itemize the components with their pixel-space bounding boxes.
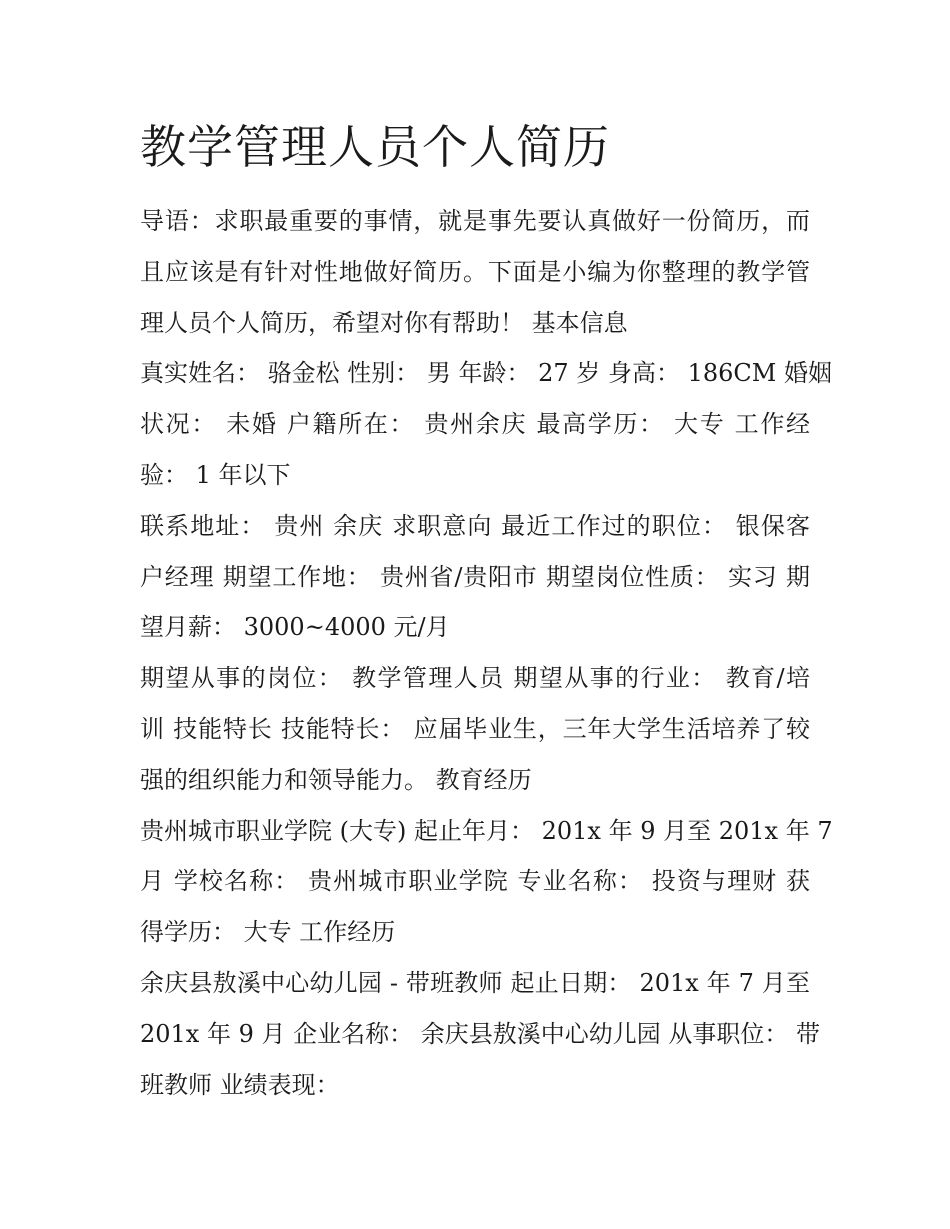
text-line: 户经理 期望工作地： 贵州省/贵阳市 期望岗位性质： 实习 期: [140, 562, 810, 591]
document-body: [140, 196, 833, 1110]
text-line: 强的组织能力和领导能力。 教育经历: [140, 765, 532, 794]
text-line: 期望从事的岗位： 教学管理人员 期望从事的行业： 教育/培: [140, 664, 810, 693]
text-line: 望月薪： 3000~4000 元/月: [140, 613, 450, 642]
text-line: 真实姓名： 骆金松 性别： 男 年龄： 27 岁 身高： 186CM 婚姻: [140, 359, 832, 388]
text-line: 贵州城市职业学院 (大专) 起止年月： 201x 年 9 月至 201x 年 7: [140, 816, 833, 845]
text-line: 201x 年 9 月 企业名称： 余庆县敖溪中心幼儿园 从事职位： 带: [140, 1019, 821, 1048]
text-line: 状况： 未婚 户籍所在： 贵州余庆 最高学历： 大专 工作经: [140, 410, 810, 439]
document-title: 教学管理人员个人简历: [140, 120, 610, 174]
text-line: 训 技能特长 技能特长： 应届毕业生，三年大学生活培养了较: [140, 714, 810, 743]
text-line: 班教师 业绩表现：: [140, 1070, 340, 1099]
text-line: 月 学校名称： 贵州城市职业学院 专业名称： 投资与理财 获: [140, 867, 810, 896]
text-line: 理人员个人简历，希望对你有帮助！ 基本信息: [140, 308, 628, 337]
text-line: 余庆县敖溪中心幼儿园 - 带班教师 起止日期： 201x 年 7 月至: [140, 968, 810, 997]
text-line: 验： 1 年以下: [140, 460, 291, 489]
text-line: 得学历： 大专 工作经历: [140, 918, 396, 947]
text-line: 导语：求职最重要的事情，就是事先要认真做好一份简历，而: [140, 207, 810, 235]
text-line: 联系地址： 贵州 余庆 求职意向 最近工作过的职位： 银保客: [140, 511, 810, 540]
text-line: 且应该是有针对性地做好简历。下面是小编为你整理的教学管: [140, 257, 810, 286]
